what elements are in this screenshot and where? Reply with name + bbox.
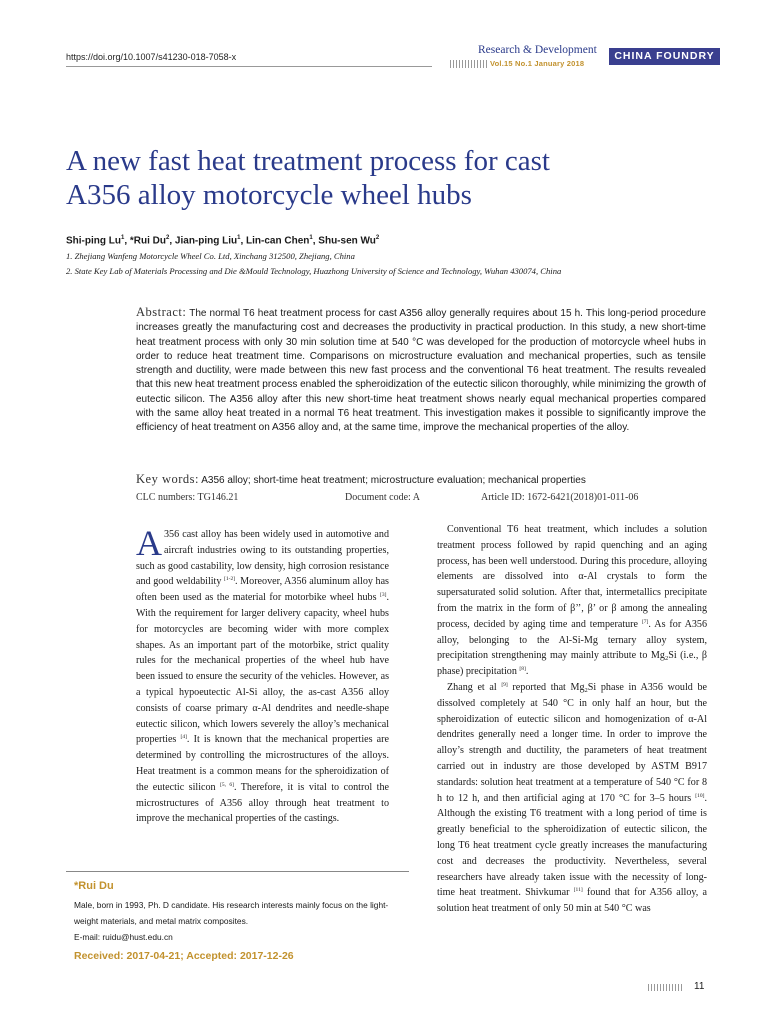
keywords-text: A356 alloy; short-time heat treatment; microstructure evaluation; mechanical properties	[201, 475, 586, 486]
body-right-column	[437, 522, 707, 917]
author-affiliation-mark: 1	[309, 235, 313, 241]
text-run: . As for A356 alloy, belonging to the Al-Si-Mg ternary alloy system, precipitation strengthening may mainly attribute to Mg	[437, 618, 707, 662]
author-name: Shi-ping Lu	[66, 235, 121, 247]
subscript: 2	[584, 686, 588, 694]
author-affiliation-mark: 1	[237, 235, 241, 241]
author-separator: ,	[124, 235, 130, 247]
keywords-label: Key words:	[136, 472, 199, 486]
author-name: Shu-sen Wu	[318, 235, 376, 247]
text-run: . Moreover, A356 aluminum alloy has often been used as the material for motorbike wheel hubs	[136, 576, 389, 604]
body-paragraph	[437, 522, 707, 680]
abstract	[136, 305, 706, 436]
citation-ref: [10]	[695, 792, 705, 799]
abstract-label: Abstract:	[136, 305, 187, 319]
author-separator: ,	[312, 235, 319, 247]
title-line-2: A356 alloy motorcycle wheel hubs	[66, 179, 472, 211]
abstract-text: The normal T6 heat treatment process for cast A356 alloy generally requires about 15 h. This long-period procedure increases greatly the manufacturing cost and decreases the productivity in practical production. In this study, a new short-time heat treatment process with only 30 min solution time at 540 °C was developed for the production of motorcycle wheel hubs in order to reduce heat treatment time. Comparisons on microstructure evaluation and mechanical properties, such as tensile strength and ductility, were made between this new fast process and the conventional T6 heat treatment. The results revealed that this new heat treatment process enabled the spheroidization of the eutectic silicon thoroughly, while minimizing the growth of eutectic silicon. The A356 alloy after this new short-time heat treatment shows nearly equal mechanical properties compared with the same alloy heat treated in a normal T6 heat treatment. This investigation makes it possible to significantly improve the efficiency of heat treatment on A356 alloy and, at the same time, improve the mechanical properties of the alloy.	[136, 308, 706, 434]
text-run: Conventional T6 heat treatment, which includes a solution treatment process followed by rapid quenching and an aging process, has been well understood. During this procedure, alloying elements are dissolved into α-Al crystals to form the supersaturated solid solution. After that, intermetallics precipitate from the matrix in the form of β’’, β’ or β among the annealing process, decided by aging time and temperature	[437, 524, 707, 630]
text-run: Si (i.e., β phase) precipitation	[437, 650, 707, 678]
author-bio: Male, born in 1993, Ph. D candidate. His research interests mainly focus on the light-weight materials, and metal matrix composites.	[74, 900, 389, 926]
header-rule	[66, 66, 432, 67]
citation-ref: [8]	[519, 666, 526, 673]
footnote-rule	[66, 871, 409, 872]
subscript: 2	[664, 655, 669, 663]
author-affiliation-mark: 2	[166, 235, 170, 241]
citation-ref: [7]	[641, 618, 649, 625]
body-left-column	[136, 523, 389, 827]
text-run: 356 cast alloy has been widely used in automotive and aircraft industries owing to its outstanding properties, such as good castability, low density, high corrosion resistance and good weldability	[136, 529, 389, 588]
author-list	[66, 235, 379, 246]
author-affiliation-mark: 1	[121, 235, 125, 241]
document-code: Document code: A	[345, 492, 420, 503]
article-id: Article ID: 1672-6421(2018)01-011-06	[481, 492, 639, 503]
citation-ref: [9]	[501, 681, 508, 688]
citation-ref: [1-2]	[224, 576, 236, 583]
author-separator: ,	[240, 235, 247, 247]
title-line-1: A new fast heat treatment process for cast	[66, 145, 550, 177]
citation-ref: [11]	[573, 887, 583, 894]
clc-number: CLC numbers: TG146.21	[136, 492, 239, 503]
text-run: found that for A356 alloy, a solution heat treatment of only 50 min at 540 °C was	[437, 887, 708, 915]
text-run: Zhang et al	[447, 681, 502, 693]
citation-ref: [4]	[180, 734, 187, 741]
corresponding-author: *Rui Du	[74, 880, 114, 892]
affiliation-2: 2. State Key Lab of Materials Processing and Die &Mould Technology, Huazhong University of Science and Technology, Wuhan 430074, China	[66, 266, 562, 276]
barcode-stripes	[648, 984, 684, 991]
author-name: Jian-ping Liu	[174, 235, 238, 247]
text-run: Si phase in A356 would be dissolved completely at 540 °C in only half an hour, but the spheroidization of eutectic silicon and homogenization of α-Al dendrites generally need a longer time. In order to improve the alloy’s strength and ductility, the parameters of heat treatment carried out in industry are those developed by ASTM B917 standards: solution heat treatment at a temperature of 540 °C for 8 h to 12 h, and then artificial aging at 170 °C for 3–5 hours	[437, 681, 707, 804]
page-number: 11	[694, 981, 705, 992]
text-run: . With the requirement for larger delivery capacity, wheel hubs for motorcycles are becoming wider with more complex shapes. As an important part of the motorbike, strict quality rules for the mechanical properties of the wheel hub have been issued to ensure the security of the vehicles. However, as a typical hypoeutectic Al-Si alloy, the as-cast A356 alloy consists of coarse primary α-Al dendrites and needle-shape eutectic silicon, which lowers severely the alloy’s mechanical properties	[136, 592, 389, 746]
volume-info: Vol.15 No.1 January 2018	[490, 59, 585, 68]
author-separator: ,	[169, 235, 175, 247]
body-paragraph	[136, 523, 389, 827]
received-accepted-dates: Received: 2017-04-21; Accepted: 2017-12-26	[74, 950, 294, 962]
citation-ref: [3]	[380, 592, 387, 599]
author-affiliation-mark: 2	[375, 235, 380, 241]
affiliation-1: 1. Zhejiang Wanfeng Motorcycle Wheel Co. Ltd, Xinchang 312500, Zhejiang, China	[66, 251, 355, 261]
author-name: *Rui Du	[129, 235, 167, 247]
author-name: Lin-can Chen	[246, 235, 310, 247]
doi-link[interactable]: https://doi.org/10.1007/s41230-018-7058-x	[66, 52, 237, 62]
text-run: .	[525, 666, 529, 678]
body-paragraph	[437, 680, 707, 917]
text-run: . Therefore, it is vital to control the microstructures of A356 alloy through heat treatment to improve the mechanical properties of the castings.	[136, 781, 389, 825]
text-run: reported that Mg	[507, 681, 585, 693]
text-run: . Although the existing T6 treatment with a long period of time is greatly beneficial to the spheroidization of eutectic silicon, the long T6 heat treatment cycle greatly increases the manufacturing cost and decreases the productivity. Nevertheless, several researchers have already taken issue with the necessity of long-time heat treatment. Shivkumar	[437, 792, 707, 899]
journal-badge: CHINA FOUNDRY	[609, 48, 720, 65]
author-email[interactable]: E-mail: ruidu@hust.edu.cn	[74, 932, 173, 942]
keywords	[136, 472, 586, 487]
article-title	[66, 144, 706, 212]
paragraph-text	[136, 523, 389, 825]
barcode-stripes	[450, 60, 488, 68]
drop-cap: A	[136, 523, 162, 563]
citation-ref: [5, 6]	[220, 781, 234, 788]
section-label: Research & Development	[478, 44, 597, 56]
text-run: . It is known that the mechanical properties are determined by controlling the microstructures of the alloys. Heat treatment is a common means for the spheroidization of the eutectic silicon	[136, 734, 389, 793]
